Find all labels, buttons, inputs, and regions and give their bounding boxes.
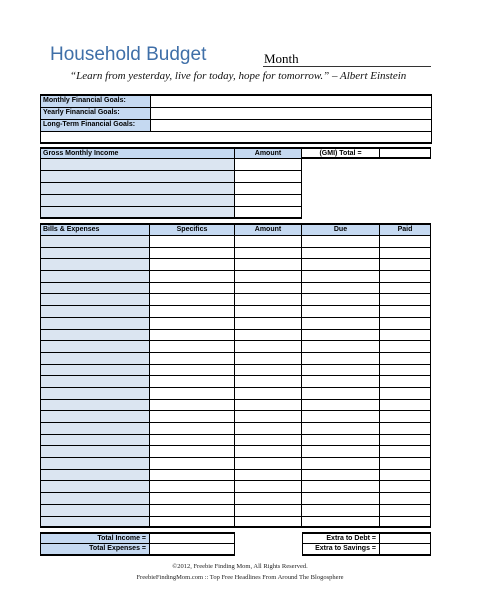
bill-row xyxy=(40,271,431,283)
yearly-goals-field[interactable] xyxy=(151,108,432,120)
total-expenses-label: Total Expenses = xyxy=(40,544,150,556)
bill-amount-field[interactable] xyxy=(235,283,302,295)
income-source-field[interactable] xyxy=(40,171,235,183)
income-row xyxy=(40,171,431,183)
bill-due-field[interactable] xyxy=(302,341,380,353)
bill-specifics-field[interactable] xyxy=(150,458,235,470)
bill-due-field[interactable] xyxy=(302,283,380,295)
income-rows xyxy=(40,159,431,219)
income-row xyxy=(40,207,431,219)
bill-paid-field[interactable] xyxy=(380,376,431,388)
bill-due-field[interactable] xyxy=(302,423,380,435)
bill-amount-field[interactable] xyxy=(235,435,302,447)
bill-specifics-field[interactable] xyxy=(150,481,235,493)
bill-due-field[interactable] xyxy=(302,446,380,458)
bill-amount-field[interactable] xyxy=(235,423,302,435)
income-section xyxy=(40,147,431,219)
bill-row xyxy=(40,517,431,529)
bill-paid-field[interactable] xyxy=(380,505,431,517)
bill-specifics-field[interactable] xyxy=(150,446,235,458)
bill-amount-field[interactable] xyxy=(235,458,302,470)
bill-due-field[interactable] xyxy=(302,435,380,447)
bill-due-field[interactable] xyxy=(302,306,380,318)
bills-section xyxy=(40,223,431,528)
gmi-total-label: (GMI) Total = xyxy=(302,147,380,159)
bill-due-field[interactable] xyxy=(302,376,380,388)
quote: “Learn from yesterday, live for today, hope for tomorrow.” – Albert Einstein xyxy=(70,70,407,82)
bill-amount-field[interactable] xyxy=(235,481,302,493)
bill-row xyxy=(40,388,431,400)
bill-rows xyxy=(40,236,431,528)
bill-paid-field[interactable] xyxy=(380,493,431,505)
income-amount-header: Amount xyxy=(235,147,302,159)
bill-specifics-field[interactable] xyxy=(150,365,235,377)
bill-paid-field[interactable] xyxy=(380,458,431,470)
bill-paid-field[interactable] xyxy=(380,470,431,482)
bill-paid-field[interactable] xyxy=(380,271,431,283)
extra-debt-cell xyxy=(302,532,380,544)
goals-section xyxy=(40,94,432,144)
bill-due-field[interactable] xyxy=(302,294,380,306)
bill-specifics-field[interactable] xyxy=(150,505,235,517)
total-income-field[interactable] xyxy=(150,532,235,544)
bill-specifics-field[interactable] xyxy=(150,248,235,260)
bill-row xyxy=(40,505,431,517)
bill-paid-field[interactable] xyxy=(380,283,431,295)
bill-name-field[interactable] xyxy=(40,470,150,482)
bill-due-field[interactable] xyxy=(302,259,380,271)
bill-row xyxy=(40,423,431,435)
extra-savings-label: Extra to Savings = xyxy=(315,545,376,552)
bill-name-field[interactable] xyxy=(40,517,150,529)
bill-amount-field[interactable] xyxy=(235,248,302,260)
long-term-goals-field[interactable] xyxy=(151,120,432,132)
bill-row xyxy=(40,435,431,447)
bill-amount-field[interactable] xyxy=(235,353,302,365)
bill-row xyxy=(40,330,431,342)
bill-amount-field[interactable] xyxy=(235,517,302,529)
bill-name-field[interactable] xyxy=(40,400,150,412)
extra-debt-field[interactable] xyxy=(380,532,431,544)
bill-specifics-field[interactable] xyxy=(150,411,235,423)
bill-paid-field[interactable] xyxy=(380,259,431,271)
bill-name-field[interactable] xyxy=(40,446,150,458)
income-header-row xyxy=(40,147,431,159)
bill-paid-field[interactable] xyxy=(380,423,431,435)
bill-amount-field[interactable] xyxy=(235,388,302,400)
bill-row xyxy=(40,353,431,365)
bill-due-field[interactable] xyxy=(302,353,380,365)
bill-specifics-field[interactable] xyxy=(150,353,235,365)
totals-row-2 xyxy=(40,544,431,556)
bill-amount-field[interactable] xyxy=(235,365,302,377)
bill-name-field[interactable] xyxy=(40,341,150,353)
bill-specifics-field[interactable] xyxy=(150,388,235,400)
bill-due-field[interactable] xyxy=(302,236,380,248)
gross-monthly-income-header: Gross Monthly Income xyxy=(40,147,235,159)
bill-specifics-field[interactable] xyxy=(150,400,235,412)
due-header: Due xyxy=(302,223,380,236)
monthly-goals-field[interactable] xyxy=(151,96,432,108)
totals-row-1 xyxy=(40,532,431,544)
bill-name-field[interactable] xyxy=(40,376,150,388)
bill-specifics-field[interactable] xyxy=(150,318,235,330)
income-amount-field[interactable] xyxy=(235,183,302,195)
bill-row xyxy=(40,493,431,505)
footer-copyright: ©2012, Freebie Finding Mom, All Rights Reserved. xyxy=(172,563,308,570)
income-source-field[interactable] xyxy=(40,159,235,171)
income-source-field[interactable] xyxy=(40,183,235,195)
bill-amount-field[interactable] xyxy=(235,505,302,517)
bill-paid-field[interactable] xyxy=(380,365,431,377)
bill-row xyxy=(40,341,431,353)
bill-paid-field[interactable] xyxy=(380,318,431,330)
bill-name-field[interactable] xyxy=(40,365,150,377)
bill-amount-field[interactable] xyxy=(235,271,302,283)
bill-row xyxy=(40,411,431,423)
bill-amount-field[interactable] xyxy=(235,259,302,271)
bill-amount-field[interactable] xyxy=(235,400,302,412)
bill-name-field[interactable] xyxy=(40,423,150,435)
bill-paid-field[interactable] xyxy=(380,446,431,458)
bill-row xyxy=(40,236,431,248)
goals-extra-field[interactable] xyxy=(41,132,432,144)
bill-name-field[interactable] xyxy=(40,330,150,342)
specifics-header: Specifics xyxy=(150,223,235,236)
bill-paid-field[interactable] xyxy=(380,248,431,260)
bill-due-field[interactable] xyxy=(302,318,380,330)
bills-expenses-header: Bills & Expenses xyxy=(40,223,150,236)
paid-header: Paid xyxy=(380,223,431,236)
extra-debt-label: Extra to Debt = xyxy=(326,535,376,542)
bill-row xyxy=(40,306,431,318)
bill-specifics-field[interactable] xyxy=(150,435,235,447)
total-expenses-field[interactable] xyxy=(150,544,235,556)
income-row xyxy=(40,195,431,207)
bill-amount-field[interactable] xyxy=(235,306,302,318)
bill-paid-field[interactable] xyxy=(380,388,431,400)
goals-extra-row xyxy=(41,132,432,144)
bill-specifics-field[interactable] xyxy=(150,341,235,353)
bill-name-field[interactable] xyxy=(40,411,150,423)
bill-name-field[interactable] xyxy=(40,236,150,248)
month-field[interactable] xyxy=(263,66,431,67)
bill-name-field[interactable] xyxy=(40,294,150,306)
extra-savings-field[interactable] xyxy=(380,544,431,556)
bill-due-field[interactable] xyxy=(302,400,380,412)
bill-paid-field[interactable] xyxy=(380,411,431,423)
amount-header: Amount xyxy=(235,223,302,236)
gmi-total-field[interactable] xyxy=(380,147,431,159)
bill-name-field[interactable] xyxy=(40,259,150,271)
bill-specifics-field[interactable] xyxy=(150,493,235,505)
bill-due-field[interactable] xyxy=(302,470,380,482)
bill-due-field[interactable] xyxy=(302,493,380,505)
bill-paid-field[interactable] xyxy=(380,481,431,493)
income-row xyxy=(40,183,431,195)
income-source-field[interactable] xyxy=(40,195,235,207)
bill-amount-field[interactable] xyxy=(235,411,302,423)
bill-paid-field[interactable] xyxy=(380,353,431,365)
bill-paid-field[interactable] xyxy=(380,330,431,342)
bill-name-field[interactable] xyxy=(40,271,150,283)
bill-due-field[interactable] xyxy=(302,458,380,470)
bill-specifics-field[interactable] xyxy=(150,306,235,318)
bill-row xyxy=(40,458,431,470)
income-row xyxy=(40,159,431,171)
bill-specifics-field[interactable] xyxy=(150,330,235,342)
long-term-goals-label: Long-Term Financial Goals: xyxy=(41,120,151,132)
bill-due-field[interactable] xyxy=(302,388,380,400)
totals-section xyxy=(40,532,431,556)
yearly-goals-label: Yearly Financial Goals: xyxy=(41,108,151,120)
bill-amount-field[interactable] xyxy=(235,470,302,482)
bill-due-field[interactable] xyxy=(302,517,380,529)
bill-row xyxy=(40,283,431,295)
bill-paid-field[interactable] xyxy=(380,435,431,447)
bill-paid-field[interactable] xyxy=(380,517,431,529)
bill-name-field[interactable] xyxy=(40,458,150,470)
income-amount-field[interactable] xyxy=(235,207,302,219)
bill-amount-field[interactable] xyxy=(235,294,302,306)
bill-amount-field[interactable] xyxy=(235,493,302,505)
bill-due-field[interactable] xyxy=(302,271,380,283)
bill-name-field[interactable] xyxy=(40,318,150,330)
page-title: Household Budget xyxy=(50,44,207,65)
extra-savings-cell xyxy=(302,544,380,556)
bill-name-field[interactable] xyxy=(40,306,150,318)
bills-header-row xyxy=(40,223,431,236)
bill-name-field[interactable] xyxy=(40,248,150,260)
bill-name-field[interactable] xyxy=(40,481,150,493)
bill-row xyxy=(40,446,431,458)
bill-paid-field[interactable] xyxy=(380,341,431,353)
bill-amount-field[interactable] xyxy=(235,330,302,342)
bill-row xyxy=(40,376,431,388)
bill-specifics-field[interactable] xyxy=(150,423,235,435)
bill-paid-field[interactable] xyxy=(380,236,431,248)
bill-name-field[interactable] xyxy=(40,388,150,400)
bill-due-field[interactable] xyxy=(302,411,380,423)
bill-specifics-field[interactable] xyxy=(150,259,235,271)
income-amount-field[interactable] xyxy=(235,159,302,171)
bill-specifics-field[interactable] xyxy=(150,283,235,295)
income-amount-field[interactable] xyxy=(235,171,302,183)
total-income-label: Total Income = xyxy=(40,532,150,544)
month-label: Month xyxy=(264,51,299,66)
bill-specifics-field[interactable] xyxy=(150,376,235,388)
bill-row xyxy=(40,248,431,260)
bill-name-field[interactable] xyxy=(40,505,150,517)
yearly-goals-row xyxy=(41,108,432,120)
bill-amount-field[interactable] xyxy=(235,318,302,330)
bill-paid-field[interactable] xyxy=(380,306,431,318)
footer-tagline: FreebieFindingMom.com :: Top Free Headlines From Around The Blogosphere xyxy=(136,574,344,581)
income-amount-field[interactable] xyxy=(235,195,302,207)
bill-amount-field[interactable] xyxy=(235,376,302,388)
monthly-goals-row xyxy=(41,96,432,108)
bill-row xyxy=(40,481,431,493)
bill-paid-field[interactable] xyxy=(380,400,431,412)
bill-row xyxy=(40,365,431,377)
bill-row xyxy=(40,259,431,271)
bill-row xyxy=(40,400,431,412)
bill-name-field[interactable] xyxy=(40,435,150,447)
bill-due-field[interactable] xyxy=(302,505,380,517)
bill-specifics-field[interactable] xyxy=(150,294,235,306)
monthly-goals-label: Monthly Financial Goals: xyxy=(41,96,151,108)
bill-amount-field[interactable] xyxy=(235,446,302,458)
bill-row xyxy=(40,294,431,306)
bill-specifics-field[interactable] xyxy=(150,517,235,529)
bill-paid-field[interactable] xyxy=(380,294,431,306)
bill-row xyxy=(40,318,431,330)
bill-due-field[interactable] xyxy=(302,248,380,260)
bill-name-field[interactable] xyxy=(40,493,150,505)
bill-due-field[interactable] xyxy=(302,365,380,377)
bill-specifics-field[interactable] xyxy=(150,236,235,248)
bill-amount-field[interactable] xyxy=(235,341,302,353)
bill-due-field[interactable] xyxy=(302,330,380,342)
income-source-field[interactable] xyxy=(40,207,235,219)
bill-specifics-field[interactable] xyxy=(150,470,235,482)
bill-due-field[interactable] xyxy=(302,481,380,493)
bill-name-field[interactable] xyxy=(40,283,150,295)
long-term-goals-row xyxy=(41,120,432,132)
bill-name-field[interactable] xyxy=(40,353,150,365)
bill-row xyxy=(40,470,431,482)
bill-specifics-field[interactable] xyxy=(150,271,235,283)
bill-amount-field[interactable] xyxy=(235,236,302,248)
